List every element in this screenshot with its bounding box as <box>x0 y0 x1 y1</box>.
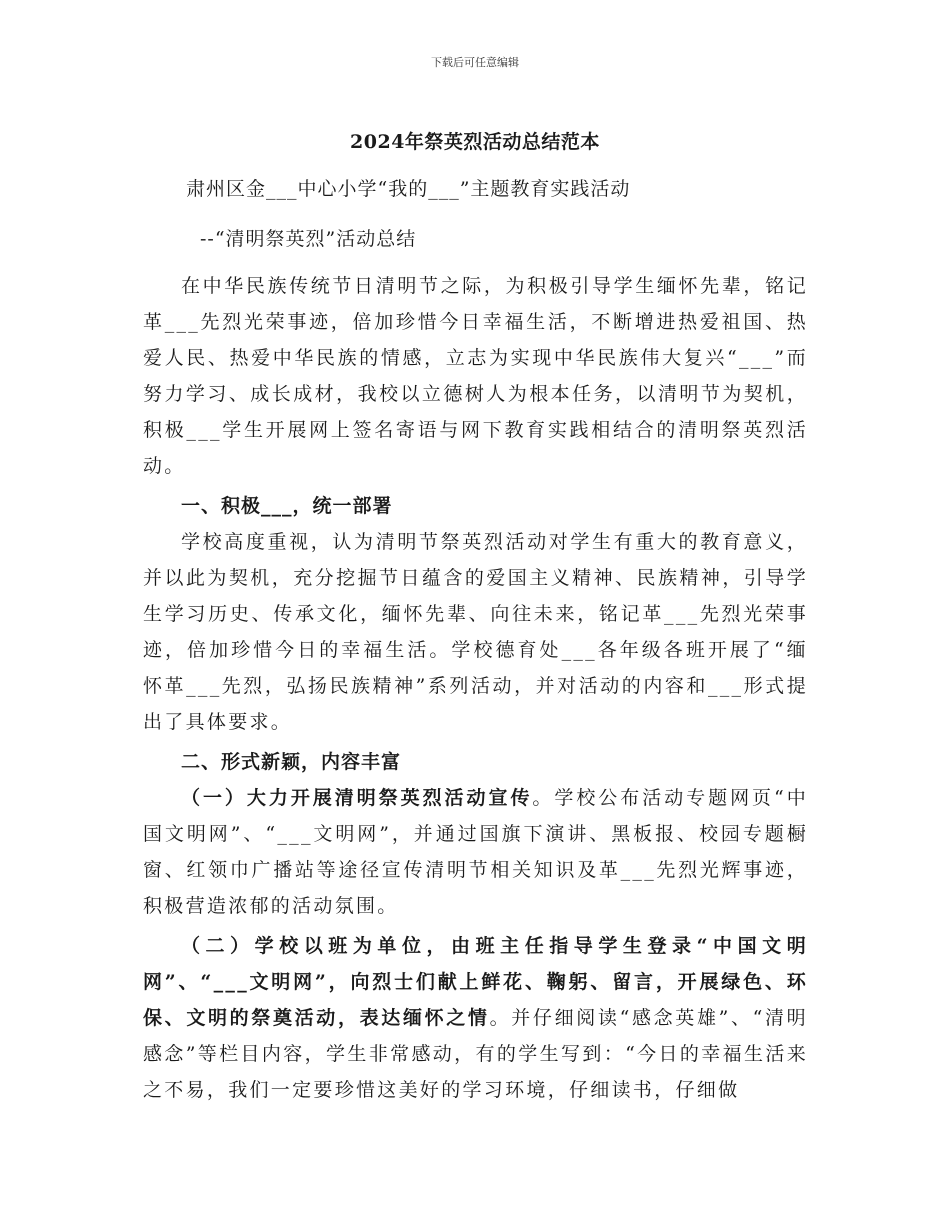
item-1-paragraph <box>143 780 808 924</box>
document-body <box>143 268 808 1108</box>
item-2-text: 。并仔细阅读“感念英雄”、“清明感念”等栏目内容，学生非常感动，有的学生写到：“今日的幸福生活来之不易，我们一定要珍惜这美好的学习环境，仔细读书，仔细做 <box>143 1007 808 1101</box>
page-header: 下载后可任意编辑 <box>431 56 519 69</box>
intro-paragraph: 在中华民族传统节日清明节之际，为积极引导学生缅怀先辈，铭记革___先烈光荣事迹，倍加珍惜今日幸福生活，不断增进热爱祖国、热爱人民、热爱中华民族的情感，立志为实现中华民族伟大复兴“___”而努力学习、成长成材，我校以立德树人为根本任务，以清明节为契机，积极___学生开展网上签名寄语与网下教育实践相结合的清明祭英烈活动。 <box>143 275 808 477</box>
section-heading-1: 一、积极___，统一部署 <box>181 495 393 517</box>
document-title: 2024年祭英烈活动总结范本 <box>350 131 600 153</box>
document-subtitle-secondary: --“清明祭英烈”活动总结 <box>200 228 417 250</box>
item-2-lead: （二）学校以班为单位，由班主任指导学生登录“中国文明网”、“___文明网”，向烈士们献上鲜花、鞠躬、留言，开展绿色、环保、文明的祭奠活动，表达缅怀之情 <box>143 935 808 1029</box>
section-1-paragraph: 学校高度重视，认为清明节祭英烈活动对学生有重大的教育意义，并以此为契机，充分挖掘节日蕴含的爱国主义精神、民族精神，引导学生学习历史、传承文化，缅怀先辈、向往未来，铭记革___先烈光荣事迹，倍加珍惜今日的幸福生活。学校德育处___各年级各班开展了“缅怀革___先烈，弘扬民族精神”系列活动，并对活动的内容和___形式提出了具体要求。 <box>143 531 808 733</box>
item-1-text: 。学校公布活动专题网页“中国文明网”、“___文明网”，并通过国旗下演讲、黑板报、校园专题橱窗、红领巾广播站等途径宣传清明节相关知识及革___先烈光辉事迹，积极营造浓郁的活动氛围。 <box>143 787 808 917</box>
section-heading-2: 二、形式新颖，内容丰富 <box>181 751 402 773</box>
document-subtitle: 肃州区金___中心小学“我的___”主题教育实践活动 <box>186 178 631 200</box>
item-1-lead: （一）大力开展清明祭英烈活动宣传 <box>181 787 533 809</box>
item-2-paragraph <box>143 928 808 1108</box>
